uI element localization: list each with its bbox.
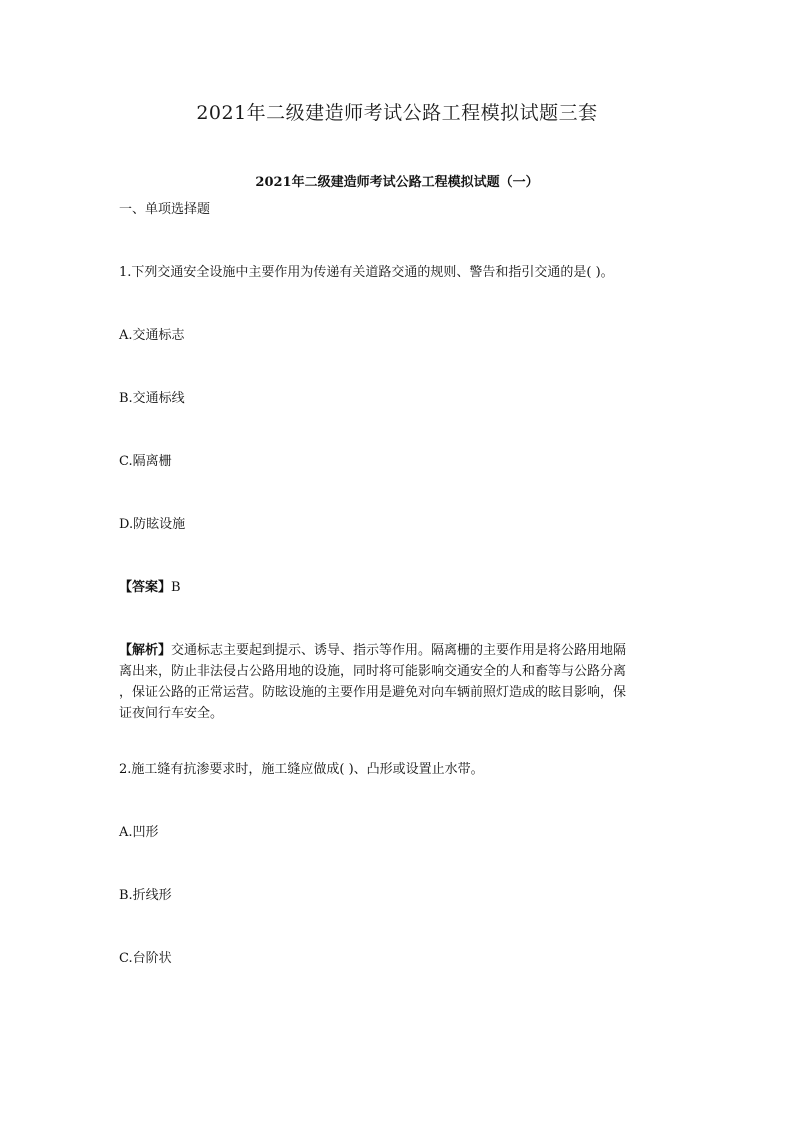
question-1-option-b: B.交通标线 <box>119 391 185 406</box>
section-heading: 一、单项选择题 <box>119 202 211 217</box>
question-1-analysis <box>119 640 679 724</box>
question-2-option-b: B.折线形 <box>119 888 172 903</box>
question-1-stem: 1.下列交通安全设施中主要作用为传递有关道路交通的规则、警告和指引交通的是( )。 <box>119 265 614 280</box>
analysis-label: 【解析】 <box>119 643 172 658</box>
question-2-option-c: C.台阶状 <box>119 951 172 966</box>
answer-value: B <box>171 580 181 595</box>
analysis-text-1: 交通标志主要起到提示、诱导、指示等作用。隔离栅的主要作用是将公路用地隔 <box>171 643 627 658</box>
answer-label: 【答案】 <box>119 580 172 595</box>
analysis-line-4: 证夜间行车安全。 <box>119 706 224 721</box>
analysis-line-3: ，保证公路的正常运营。防眩设施的主要作用是避免对向车辆前照灯造成的眩目影响，保 <box>119 685 627 700</box>
question-2-stem: 2.施工缝有抗渗要求时，施工缝应做成( )、凸形或设置止水带。 <box>119 762 484 777</box>
document-title: 2021年二级建造师考试公路工程模拟试题三套 <box>196 102 598 124</box>
question-1-option-a: A.交通标志 <box>119 328 185 343</box>
question-1-option-d: D.防眩设施 <box>119 517 186 532</box>
analysis-line-1 <box>119 640 679 661</box>
question-2-option-a: A.凹形 <box>119 825 159 840</box>
question-1-answer <box>119 579 181 597</box>
analysis-line-2: 离出来，防止非法侵占公路用地的设施，同时将可能影响交通安全的人和畜等与公路分离 <box>119 664 627 679</box>
exam-subtitle: 2021年二级建造师考试公路工程模拟试题（一） <box>255 175 539 190</box>
question-1-option-c: C.隔离栅 <box>119 454 172 469</box>
